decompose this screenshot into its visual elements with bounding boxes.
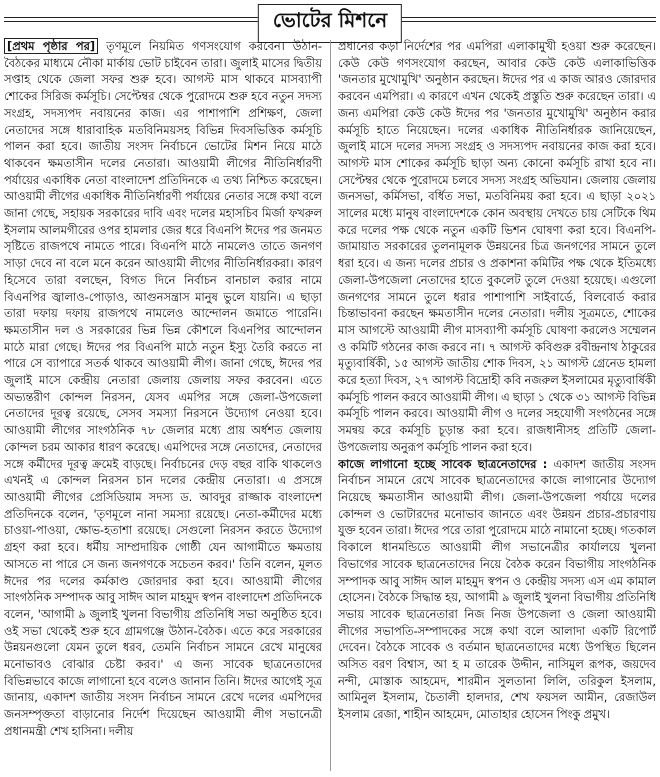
article-body: [4, 38, 656, 773]
section-header: [0, 0, 660, 36]
section-title: ভোটের মিশনে: [258, 4, 402, 43]
article-paragraph: [338, 456, 656, 723]
article-column-right: [338, 38, 656, 773]
article-paragraph: প্রধানের কড়া নির্দেশের পর এমপিরা এলাকামুখী হওয়া শুরু করেছেন। কেউ কেউ গণসংযোগ করছেন, আবার কেউ কেউ এলাকাভিত্তিক 'জনতার মুখোমুখি' অনুষ্ঠান করছেন। ঈদের পর এ কাজ আরও জোরদার করবেন এমপিরা। এ কারণে এখন থেকেই প্রস্তুতি শুরু করেছেন তারা। এ জন্য এমপিরা কেউ কেউ ঈদের পর 'জনতার মুখোমুখি' অনুষ্ঠান করার কর্মসূচি হাতে নিয়েছেন। দলের একাধিক নীতিনির্ধারক জানিয়েছেন, জুলাই মাসে দলের সদস্য সংগ্রহ ও সদস্যপদ নবায়নের কাজ করা হবে। আগস্ট মাস শোকের কর্মসূচি ছাড়া অন্য কোনো কর্মসূচি রাখা হবে না। সেপ্টেম্বর থেকে পুরোদমে চলবে সদস্য সংগ্রহ অভিযান। জেলায় জেলায় জনসভা, কর্মিসভা, বর্ধিত সভা, মতবিনিময় করা হবে। এ ছাড়া ২০২১ সালের মধ্যে মানুষ বাংলাদেশকে কোন অবস্থায় দেখতে চায় সেটিকে থিম করে দলের পক্ষ থেকে নতুন একটি ভিশন ঘোষণা করা হবে। বিএনপি-জামায়াত সরকারের তুলনামূলক উন্নয়নের চিত্র জনগণের সামনে তুলে ধরা হবে। এ জন্য দলের প্রচার ও প্রকাশনা কমিটির পক্ষ থেকে ইতিমধ্যে জেলা-উপজেলা নেতাদের হাতে বুকলেট তুলে দেওয়া হয়েছে। এগুলো জনগণের সামনে তুলে ধরার পাশাপাশি সাইবার্ডে, বিলবোর্ড করার চিন্তাভাবনা করছেন ক্ষমতাসীন দলের নেতারা। দলীয় সূত্রমতে, শোকের মাস আগস্টে আওয়ামী লীগ মাসব্যাপী কর্মসূচি ঘোষণা করলেও সম্মেলন ও কমিটি গঠনের কাজ করবে না। ৭ আগস্ট কবিগুরু রবীন্দ্রনাথ ঠাকুরের মৃত্যুবার্ষিকী, ১৫ আগস্ট জাতীয় শোক দিবস, ২১ আগস্ট গ্রেনেড হামলা করে হত্যা দিবস, ২৭ আগস্ট বিদ্রোহী কবি নজরুল ইসলামের মৃত্যুবার্ষিকী কর্মসূচি পালন করবে আওয়ামী লীগ। এ ছাড়া ১ থেকে ৩১ আগস্ট বিভিন্ন কর্মসূচি পালন করবে। আওয়ামী লীগ ও দলের সহযোগী সংগঠনের সঙ্গে সমন্বয় করে কর্মসূচি চূড়ান্ত করা হবে। রাজধানীসহ প্রতিটি জেলা-উপজেলায় অনুরূপ কর্মসূচি পালন করা হবে।: [338, 39, 656, 454]
column-divider: [330, 40, 331, 771]
article-subheading: কাজে লাগানো হচ্ছে সাবেক ছাত্রনেতাদের :: [338, 456, 548, 471]
article-column-left: [4, 38, 322, 773]
continued-from-front-page-tag: [প্রথম পৃষ্ঠার পর]: [4, 38, 98, 54]
article-text: তৃণমূলে নিয়মিত গণসংযোগ করবেন। উঠান-বৈঠকের মাধ্যমে নৌকা মার্কায় ভোট চাইবেন তারা। জুলাই মাসের দ্বিতীয় সপ্তাহ থেকে জেলা সফর শুরু হবে। আগস্ট মাস থাকবে মাসব্যাপী শোকের সিরিজ কর্মসূচি। সেপ্টেম্বর থেকে পুরোদমে শুরু হবে নতুন সদস্য সংগ্রহ, সদস্যপদ নবায়নের কাজ। এর পাশাপাশি প্রশিক্ষণ, জেলা নেতাদের সঙ্গে ধারাবাহিক মতবিনিময়সহ বিভিন্ন দিবসভিত্তিক কর্মসূচি পালন করা হবে। জাতীয় সংসদ নির্বাচনে ভোটের মিশন নিয়ে মাঠে থাকবেন ক্ষমতাসীন দলের নেতারা। আওয়ামী লীগের নীতিনির্ধারণী পর্যায়ের একাধিক নেতা বাংলাদেশ প্রতিদিনকে এ তথ্য নিশ্চিত করেছেন। আওয়ামী লীগের একাধিক নীতিনির্ধারণী পর্যায়ের নেতার সঙ্গে কথা বলে জানা গেছে, সহায়ক সরকারের দাবি এবং দলের মহাসচিব মির্জা ফখরুল ইসলাম আলমগীরের ওপর হামলার জের ধরে বিএনপি ঈদের পর জনমত সৃষ্টিতে রাজপথে নামতে পারে। বিএনপি মাঠে নামলেও তাতে জনগণ সাড়া দেবে না বলে মনে করেন আওয়ামী লীগের নীতিনির্ধারকরা। কারণ হিসেবে তারা বলছেন, বিগত দিনে নির্বাচন বানচাল করার নামে বিএনপির জ্বালাও-পোড়াও, আগুনসন্ত্রাস মানুষ ভুলে যায়নি। এ ছাড়া তারা দফায় দফায় রাজপথে নামলেও আন্দোলন জমাতে পারেনি। ক্ষমতাসীন দল ও সরকারের ভিন্ন ভিন্ন কৌশলে বিএনপির আন্দোলন মাঠে মারা গেছে। ঈদের পর বিএনপি মাঠে নতুন ইস্যু তৈরি করতে না পারে সে ব্যাপারে সতর্ক থাকবে আওয়ামী লীগ। জানা গেছে, ঈদের পর জুলাই মাসে কেন্দ্রীয় নেতারা জেলায় জেলায় সফর করবেন। এতে অভ্যন্তরীণ কোন্দল নিরসন, যেসব এমপির সঙ্গে জেলা-উপজেলা নেতাদের দূরত্ব রয়েছে, সেসব সমস্যা নিরসনে উদ্যোগ নেওয়া হবে। আওয়ামী লীগের সাংগঠনিক ৭৮ জেলার মধ্যে প্রায় অর্ধশত জেলায় কোন্দল চরম আকার ধারণ করেছে। এমপিদের সঙ্গে নেতাদের, নেতাদের সঙ্গে কর্মীদের দূরত্ব ক্রমেই বাড়ছে। নির্বাচনের দেড় বছর বাকি থাকলেও এখনই এ কোন্দল নিরসন চান দলের কেন্দ্রীয় নেতারা। এ প্রসঙ্গে আওয়ামী লীগের প্রেসিডিয়াম সদস্য ড. আবদুর রাজ্জাক বাংলাদেশ প্রতিদিনকে বলেন, 'তৃণমূলে নানা সমস্যা রয়েছে। নেতা-কর্মীদের মধ্যে চাওয়া-পাওয়া, ক্ষোভ-হতাশা রয়েছে। সেগুলো নিরসন করতে উদ্যোগ গ্রহণ করা হবে। ধর্মীয় সাম্প্রদায়িক গোষ্ঠী যেন আগামীতে ক্ষমতায় আসতে না পারে সে জন্য জনগণকে সচেতন করব।' তিনি বলেন, মূলত ঈদের পর দলের কর্মকাণ্ড জোরদার করা হবে। আওয়ামী লীগের সাংগঠনিক সম্পাদক আবু সাঈদ আল মাহমুদ স্বপন বাংলাদেশ প্রতিদিনকে বলেন, 'আগামী ৯ জুলাই খুলনা বিভাগীয় প্রতিনিধি সভা অনুষ্ঠিত হবে। ওই সভা থেকেই শুরু হবে গ্রামগঞ্জে উঠান-বৈঠক। এতে করে সরকারের উন্নয়নগুলো যেমন তুলে ধরব, তেমনি নির্বাচন সামনে রেখে মানুষের মনোভাবও বোঝার চেষ্টা করব।' এ জন্য সাবেক ছাত্রনেতাদের বিভিন্নভাবে কাজে লাগানো হবে বলেও জানান তিনি। ঈদের আগেই সূত্র জানায়, একাদশ জাতীয় সংসদ নির্বাচন সামনে রেখে দলের এমপিদের জনসম্পৃক্ততা বাড়ানোর নির্দেশ দিয়েছেন আওয়ামী লীগ সভানেত্রী প্রধানমন্ত্রী শেখ হাসিনা। দলীয়: [4, 39, 322, 738]
article-paragraph: [4, 38, 322, 740]
article-text: একাদশ জাতীয় সংসদ নির্বাচন সামনে রেখে সাবেক ছাত্রনেতাদের কাজে লাগানোর উদ্যোগ নিয়েছে ক্ষমতাসীন আওয়ামী লীগ। জেলা-উপজেলা পর্যায়ে দলের কোন্দল ও ভোটারদের মনোভাব জানতে এবং উন্নয়ন প্রচার-প্রচারণায় যুক্ত হবেন তারা। ঈদের পরে তারা পুরোদমে মাঠে নামানো হচ্ছে। গতকাল বিকালে ধানমন্ডিতে আওয়ামী লীগ সভানেত্রীর কার্যালয়ে খুলনা বিভাগের সাবেক ছাত্রনেতাদের নিয়ে বৈঠক করেন বিভাগীয় সাংগঠনিক সম্পাদক আবু সাঈদ আল মাহমুদ স্বপন ও কেন্দ্রীয় সদস্য এস এম কামাল হোসেন। বৈঠকে সিদ্ধান্ত হয়, আগামী ৯ জুলাই খুলনা বিভাগীয় প্রতিনিধি সভায় সাবেক ছাত্রনেতারা নিজ নিজ উপজেলা ও জেলা আওয়ামী লীগের সভাপতি-সম্পাদকের সঙ্গে কথা বলে আলাদা একটি রিপোর্ট দেবেন। বৈঠকে সাবেক ও বর্তমান ছাত্রনেতাদের মধ্যে উপস্থিত ছিলেন অসিত বরণ বিশ্বাস, আ হ ম তারেক উদ্দীন, নাসিমুল রূপক, জয়দেব নন্দী, মোস্তাক আহমেদ, শারমীন সুলতানা লিলি, তরিকুল ইসলাম, আমিনুল ইসলাম, চৈতালী হালদার, শেখ ফয়সল আমীন, রেজাউল ইসলাম রেজা, শাহীন আহমেদ, মোতাহার হোসেন পিংকু প্রমুখ।: [338, 456, 656, 722]
